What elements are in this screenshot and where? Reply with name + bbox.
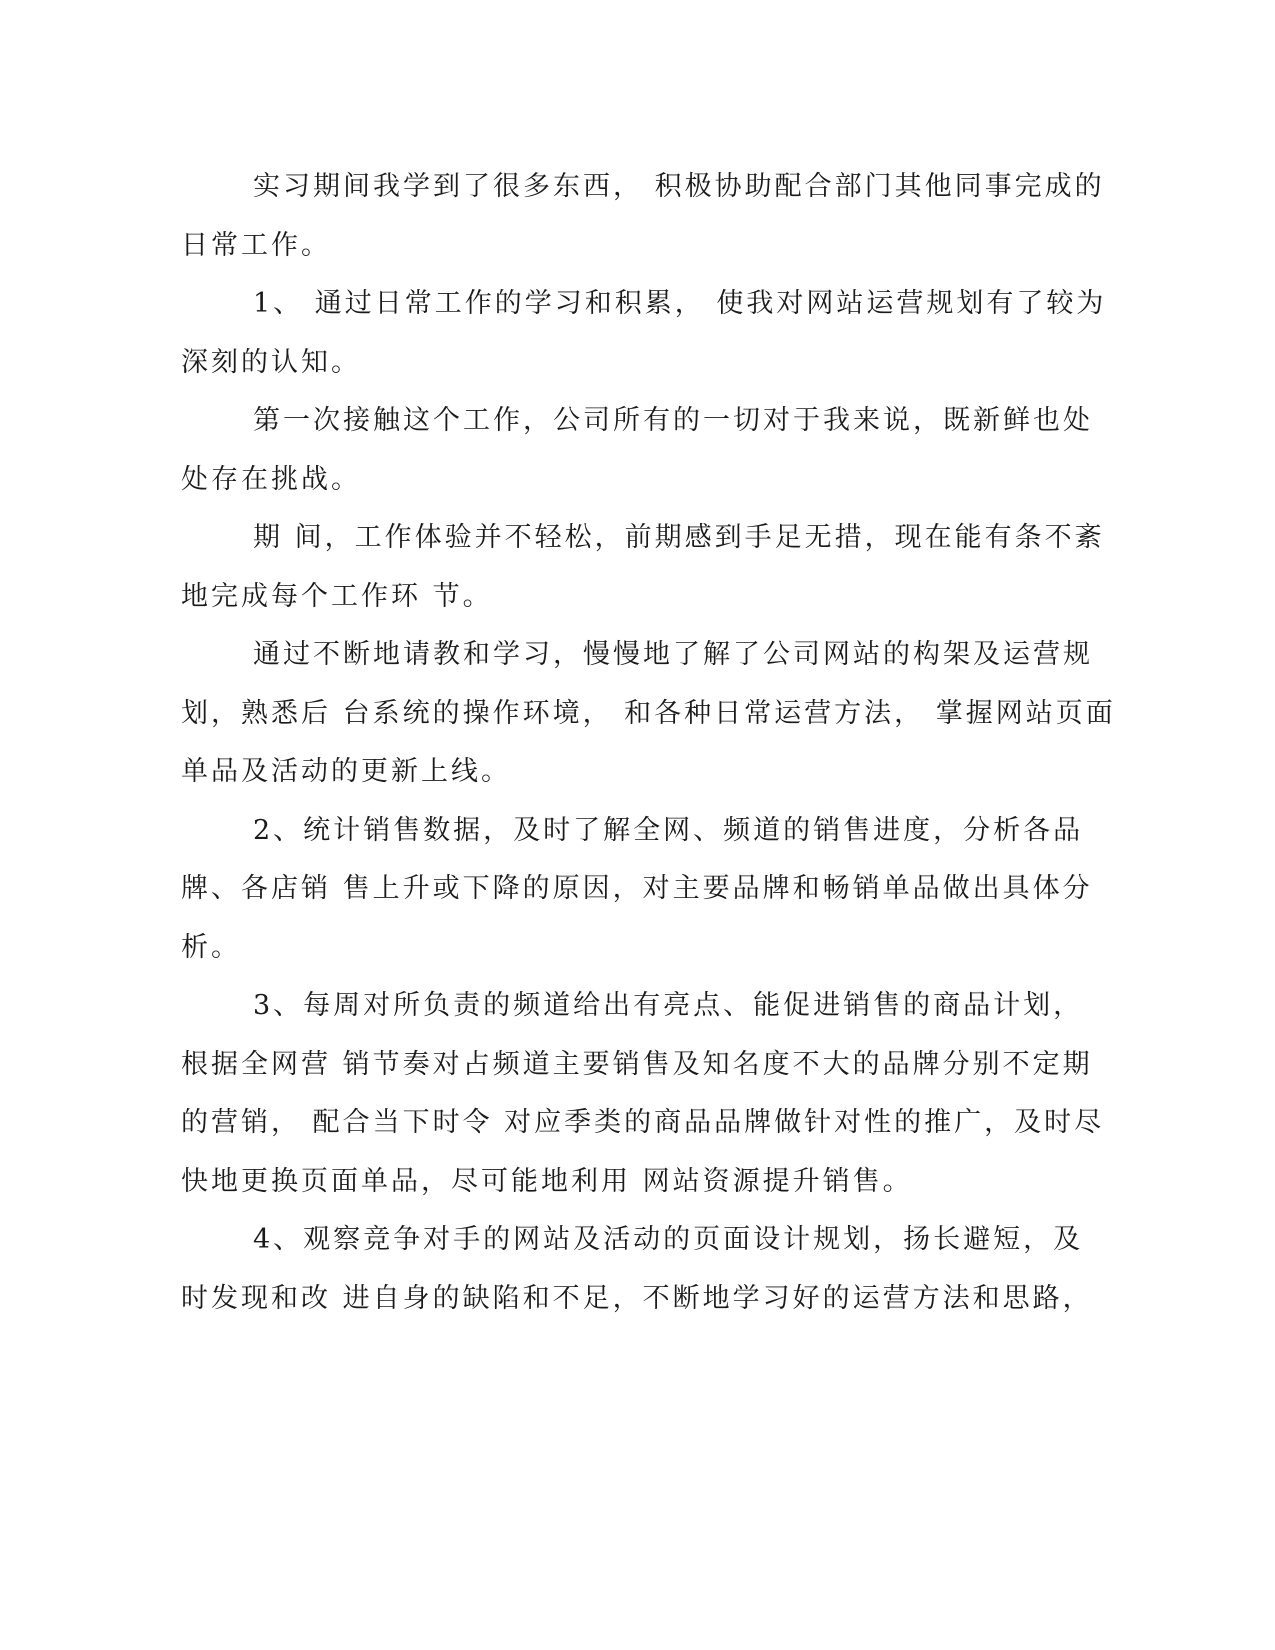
paragraph-line: 牌、各店销 售上升或下降的原因，对主要品牌和畅销单品做出具体分 (181, 873, 1093, 904)
document-body (181, 158, 1116, 1328)
paragraph-line: 2、统计销售数据，及时了解全网、频道的销售进度，分析各品 (253, 814, 1084, 846)
paragraph-line: 1、 通过日常工作的学习和积累， 使我对网站运营规划有了较为 (253, 288, 1107, 319)
paragraph-line: 时发现和改 进自身的缺陷和不足，不断地学习好的运营方法和思路， (181, 1282, 1093, 1314)
paragraph-line: 处存在挑战。 (181, 463, 361, 495)
paragraph-1 (181, 158, 1105, 275)
paragraph-3 (181, 392, 1093, 509)
paragraph-line: 单品及活动的更新上线。 (181, 756, 511, 787)
paragraph-line: 日常工作。 (181, 229, 331, 261)
paragraph-line: 析。 (181, 931, 241, 963)
paragraph-line: 期 间，工作体验并不轻松，前期感到手足无措，现在能有条不紊 (253, 522, 1105, 553)
paragraph-4 (181, 509, 1105, 626)
paragraph-5 (181, 626, 1116, 802)
paragraph-8 (181, 1211, 1093, 1328)
paragraph-line: 通过不断地请教和学习，慢慢地了解了公司网站的构架及运营规 (253, 639, 1093, 670)
paragraph-line: 根据全网营 销节奏对占频道主要销售及知名度不大的品牌分别不定期 (181, 1048, 1093, 1080)
paragraph-6 (181, 802, 1093, 978)
paragraph-line: 划，熟悉后 台系统的操作环境， 和各种日常运营方法， 掌握网站页面 (181, 697, 1116, 729)
paragraph-line: 快地更换页面单品，尽可能地利用 网站资源提升销售。 (181, 1165, 913, 1197)
paragraph-line: 3、每周对所负责的频道给出有亮点、能促进销售的商品计划， (253, 990, 1084, 1021)
paragraph-line: 实习期间我学到了很多东西， 积极协助配合部门其他同事完成的 (253, 171, 1105, 202)
paragraph-2 (181, 275, 1107, 392)
paragraph-line: 地完成每个工作环 节。 (181, 580, 493, 612)
paragraph-7 (181, 977, 1105, 1211)
paragraph-line: 深刻的认知。 (181, 346, 361, 378)
paragraph-line: 的营销， 配合当下时令 对应季类的商品品牌做针对性的推广，及时尽 (181, 1107, 1105, 1138)
paragraph-line: 第一次接触这个工作，公司所有的一切对于我来说，既新鲜也处 (253, 405, 1093, 436)
paragraph-line: 4、观察竞争对手的网站及活动的页面设计规划，扬长避短，及 (253, 1224, 1084, 1255)
